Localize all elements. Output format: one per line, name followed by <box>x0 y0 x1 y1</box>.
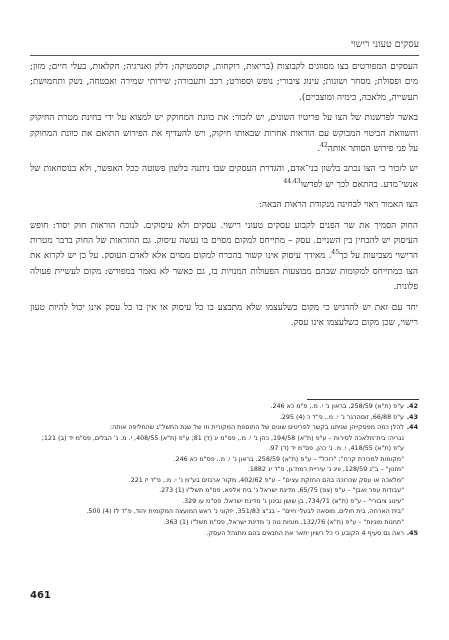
footnote-number: 43. <box>406 413 418 421</box>
paragraph-intro: הצו האמור ראוי לבחינה מנקודת הראות הבאה: <box>258 200 418 211</box>
footnote-divider <box>307 399 419 400</box>
footnote-45 <box>30 529 418 540</box>
paragraph-interpretation-text: באשר לפרשנות של הצו על פריטיו השונים, יש לזכור: את כוונת המחוקק יש למצוא על ידי בחינת מטרת החיקוק והשוואת הביטוי המבוקש עם הוראות אחרות שבאותו חיקוק, ויש להעדיף את הפירוש התואם את כוונת המחוקק על פני פירוש הסותר אותה <box>30 113 418 155</box>
footnote-number: 45. <box>406 529 418 537</box>
paragraph-plain-language <box>30 162 418 193</box>
header-divider <box>30 55 419 56</box>
footnote-number: 42. <box>406 403 418 410</box>
footnote-44-item-taxi: "תחנות מוניות" – ע"פ (ת"א) 132/76, מוניות נוה נ' מדינת ישראל, פס"מ תשל"ו (1) 363. <box>163 519 404 527</box>
footnote-44-item-guesthouse: "בית הארחה, בית חולים, מוסאה לבעלי חיים" – בג"צ 351/83, יזקוני נ' ראש המועצה המקומית יהוד, פ"ד לז (4) 500. <box>86 508 404 516</box>
paragraph-place-emphasis: יחד עם זאת יש להדגיש כי מקום כשלעצמו שלא מתבצע בו כל עיסוק או אין בו כל עסק אינו יכול להיות טעון רישוי, שכן מקום כשלעצמו אינו עסק. <box>30 302 418 329</box>
footnote-ref-45[interactable]: 45 <box>331 249 340 257</box>
footnotes <box>30 402 418 539</box>
footnote-43 <box>30 413 418 424</box>
paragraph-business-groups: העסקים המפורטים בצו מסווגים לקבוצות (בריאות, רוקחות, קוסמטיקה; דלק ואנרגיה; חקלאות, בעלי חיים; מזון; מים ופסולת; מסחר ושונות; עינוג ציבורי; נופש וספורט; רכב ותעבורה; שירותי שמירה ואבטחה, נשק ותחמושת; תעשייה, מלאכה, כימיה ומוצביים). <box>30 62 418 103</box>
footnote-44 <box>30 423 418 434</box>
footnote-ref-42[interactable]: 42 <box>320 142 328 150</box>
footnote-number: 44. <box>406 424 418 432</box>
running-header: עסקים טעוני רישוי <box>350 39 419 50</box>
footnote-44-item-earthworks: "עבודות עפר ואבן" – ע"פ (צפ) 65/75, מדינת ישראל נ' בית אלפא, פס"מ תשל"ו (1) 273. <box>159 487 404 495</box>
footnote-text: ע"פ (ת"א) 258/59, בראון נ' י. מ., פ"מ כא 246. <box>270 403 404 410</box>
paragraph-plain-language-text: יש לזכור כי הצו נכתב בלשון בני־אדם, והגדרת העסקים שבו ניתנה בלשון פשוטה ככל האפשר, ולא בנוסחאות של אנשי־מדע. בהתאם לכך יש לפרשו <box>30 164 418 190</box>
paragraph-business-vs-occupation-text: החוק הסמיך את שר הפנים לקבוע עסקים טעוני רישוי. עסקים ולא עיסוקים. לנוכח הוראות חוק יסוד: חופש העיסוק יש להבחין בין השניים. עסק – מתייחס למקום מסוים בו נעשה עיסוק. גם ההוראות של החוק בדבר מטרות הרישוי מצביעות על כך <box>30 220 419 262</box>
page-number: 461 <box>30 590 51 601</box>
footnote-ref-43-44[interactable]: 44.43 <box>283 177 301 185</box>
footnote-text: ע"פ 66/88, זוסהרגר נ' י. מ., פ"ד כ (4) 295. <box>279 413 404 421</box>
footnote-44-item-snackbar: "מזנון" – ב"ג 128/59, ווינ נ' עיריית רמת־גן, פ"ד יג 1882. <box>247 466 404 474</box>
footnote-44-item-carpentry: נגריה: בית־מלאכה לסירות – ע"פ (ת"א) 194/58, כהן נ' י. מ., פס"מ יג (ד) 81; ע"פ (ת"א) 408/55, י. מ. נ' הבלים, פס"מ יד (ב) 121; ע"פ (ת"א) 418/55, י. מ. נ' כהן, פס"מ יד (ד) 97. <box>41 434 404 453</box>
footnote-44-item-wood: "מלאכה או עסק שכרוכה בהם החזקת עצים" – ע"פ 402/62, מקור ארגזים בע"מ נ' י. מ., פ"ד יז 221. <box>128 476 404 484</box>
main-text <box>30 60 418 332</box>
paragraph-business-vs-occupation-cont: . מאידך עיסוק אינו קשור בהכרח למקום מסוים אלא לאדם העוסק. על כן יש לקרוא את הצו כמתייחס למקומות שבהם מבוצעות הפעולות המנויות בו, גם כאשר לא נאמר במפורש: מקום לעשיית פעולה פלונית. <box>30 251 418 293</box>
footnote-42 <box>30 402 418 413</box>
footnote-44-item-ice: "מקומות למכירת קרח"; "רוכל" – ע"פ (ת"א) 258/59, בראון נ' י. מ., פס"מ כא 246. <box>173 455 404 463</box>
footnote-44-item-entertainment: "עינוג ציבורי" – ע"פ (ת"א) 734/71, בן שושן ובינון נ' מדינת ישראל, פס"מ עו 329. <box>182 497 404 505</box>
footnote-text: להלן כמה מפסקייהן שניתנו בקשר לפריטים שונים של התוספת המקורית וזו של שנת התשל"ג שהחליפה אותה: <box>109 424 404 432</box>
footnote-text: ראה גם סעיף 4 הקובע כי כל רשיון יתאר את התנאים בהם מתנהל העסק. <box>206 529 404 537</box>
paragraph-interpretation: באשר לפרשנות של הצו על פריטיו השונים, יש לזכור: את כוונת המחוקק יש למצוא על ידי בחינת מטרת החיקוק והשוואת הביטוי המבוקש עם הוראות אחרות שבאותו חיקוק, ויש להעדיף את הפירוש התואם את כוונת המחוקק על פני פירוש הסותר אותה$^{42}$. <box>30 113 418 155</box>
paragraph-business-vs-occupation <box>30 219 418 296</box>
